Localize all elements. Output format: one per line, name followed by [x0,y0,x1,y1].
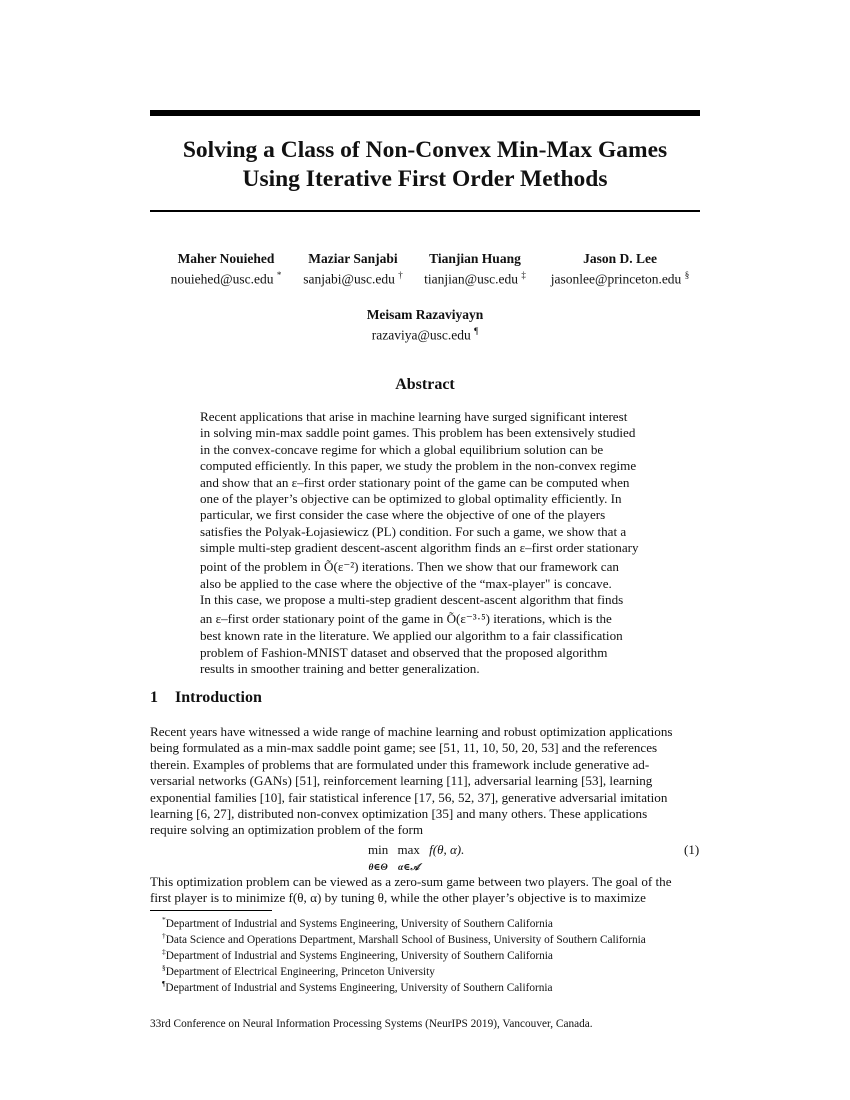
intro-line: therein. Examples of problems that are formulated under this framework include generative ad- [150,756,650,772]
author-1 [163,250,289,288]
abstract-line: also be applied to the case where the objective of the “max-player" is concave. [200,576,612,592]
abstract-line: satisfies the Polyak-Łojasiewicz (PL) condition. For such a game, we show that a [200,523,627,539]
section-heading [150,689,262,707]
abstract-line: one of the player’s objective can be optimized to global optimality efficiently. In [200,491,622,507]
footnote-rule [150,910,272,911]
author-4 [542,250,698,288]
footnote-mark: * [162,915,166,924]
author-2 [296,250,410,288]
footnote-mark: † [162,931,166,940]
eq-body: f(θ, α). [429,842,465,857]
footnote-mark: § [162,963,166,972]
footnote-text: Department of Industrial and Systems Engineering, University of Southern California [165,917,553,930]
abstract-body [200,409,650,678]
intro-line: require solving an optimization problem of the form [150,822,424,838]
eq-max-operator: max [397,842,420,857]
intro-line: versarial networks (GANs) [51], reinforcement learning [11], adversarial learning [53], learning [150,773,653,789]
post-equation-paragraph [150,874,700,907]
title-top-rule [150,110,700,116]
eq-min-subscript: θ∈Θ [368,863,388,873]
intro-line: learning [6, 27], distributed non-convex optimization [35] and many others. These applications [150,806,648,822]
author-mark: † [398,270,403,280]
footnote-mark: ‡ [162,947,166,956]
intro-line: being formulated as a min-max saddle point game; see [51, 11, 10, 50, 20, 53] and the references [150,740,658,756]
abstract-heading: Abstract [395,376,455,393]
author-name: Maher Nouiehed [177,251,275,266]
abstract-line: problem of Fashion-MNIST dataset and observed that the proposed algorithm [200,644,608,660]
abstract-line: point of the problem in Õ(ε⁻²) iterations. Then we show that our framework can [200,558,619,574]
title-bottom-rule [150,210,700,212]
author-name: Jason D. Lee [583,251,657,266]
abstract-line: results in smoother training and better generalization. [200,661,480,677]
intro-paragraph [150,724,700,839]
body-line: first player is to minimize f(θ, α) by tuning θ, while the other player’s objective is to maximize [150,890,646,906]
conference-footer: 33rd Conference on Neural Information Processing Systems (NeurIPS 2019), Vancouver, Canada. [150,1018,593,1030]
author-email: nouiehed@usc.edu [170,271,274,287]
abstract-line: Recent applications that arise in machine learning have surged significant interest [200,409,628,424]
abstract-line: best known rate in the literature. We applied our algorithm to a fair classification [200,628,623,644]
paper-title [150,136,700,194]
abstract-line: in solving min-max saddle point games. This problem has been extensively studied [200,425,636,441]
author-5 [340,306,510,344]
footnote-text: Department of Industrial and Systems Engineering, University of Southern California [165,949,553,962]
author-mark: ¶ [474,326,479,336]
footnote-text: Data Science and Operations Department, Marshall School of Business, University of Southern California [165,933,646,946]
author-email: razaviya@usc.edu [371,327,471,343]
abstract-line: In this case, we propose a multi-step gradient descent-ascent algorithm that finds [200,592,624,608]
abstract-line: simple multi-step gradient descent-ascent algorithm finds an ε–first order stationary [200,540,639,556]
footnote-5 [162,977,553,995]
abstract-line: in the convex-concave regime for which a global equilibrium solution can be [200,441,604,457]
section-number: 1 [150,689,158,706]
footnote-mark: ¶ [162,979,166,988]
author-email: jasonlee@princeton.edu [550,271,682,287]
body-line: This optimization problem can be viewed as a zero-sum game between two players. The goal of the [150,874,672,889]
author-3 [416,250,534,288]
author-email: tianjian@usc.edu [424,271,518,287]
author-email: sanjabi@usc.edu [303,271,395,287]
title-line-1: Solving a Class of Non-Convex Min-Max Games [182,137,668,163]
abstract-line: computed efficiently. In this paper, we study the problem in the non-convex regime [200,458,637,474]
author-name: Maziar Sanjabi [308,251,398,266]
abstract-line: an ε–first order stationary point of the game in Õ(ε⁻³·⁵) iterations, which is the [200,610,612,626]
intro-line: exponential families [10], fair statistical inference [17, 56, 52, 37], generative adversarial imitation [150,789,668,805]
equation-number: (1) [684,842,700,857]
eq-max-subscript: α∈𝒜 [398,863,420,873]
intro-line: Recent years have witnessed a wide range of machine learning and robust optimization applications [150,724,673,739]
section-title: Introduction [175,689,262,706]
title-line-2: Using Iterative First Order Methods [242,166,608,192]
footnote-text: Department of Electrical Engineering, Princeton University [165,965,435,978]
abstract-line: and show that an ε–first order stationary point of the game can be computed when [200,474,630,490]
eq-min-operator: min [368,842,389,857]
abstract-line: particular, we first consider the case where the objective of one of the players [200,507,606,523]
author-name: Tianjian Huang [429,251,521,266]
author-name: Meisam Razaviyayn [366,307,484,322]
author-mark: § [684,270,690,280]
footnote-text: Department of Industrial and Systems Engineering, University of Southern California [165,981,553,994]
author-mark: * [276,270,282,280]
equation-1 [368,842,464,874]
author-mark: ‡ [521,270,526,280]
